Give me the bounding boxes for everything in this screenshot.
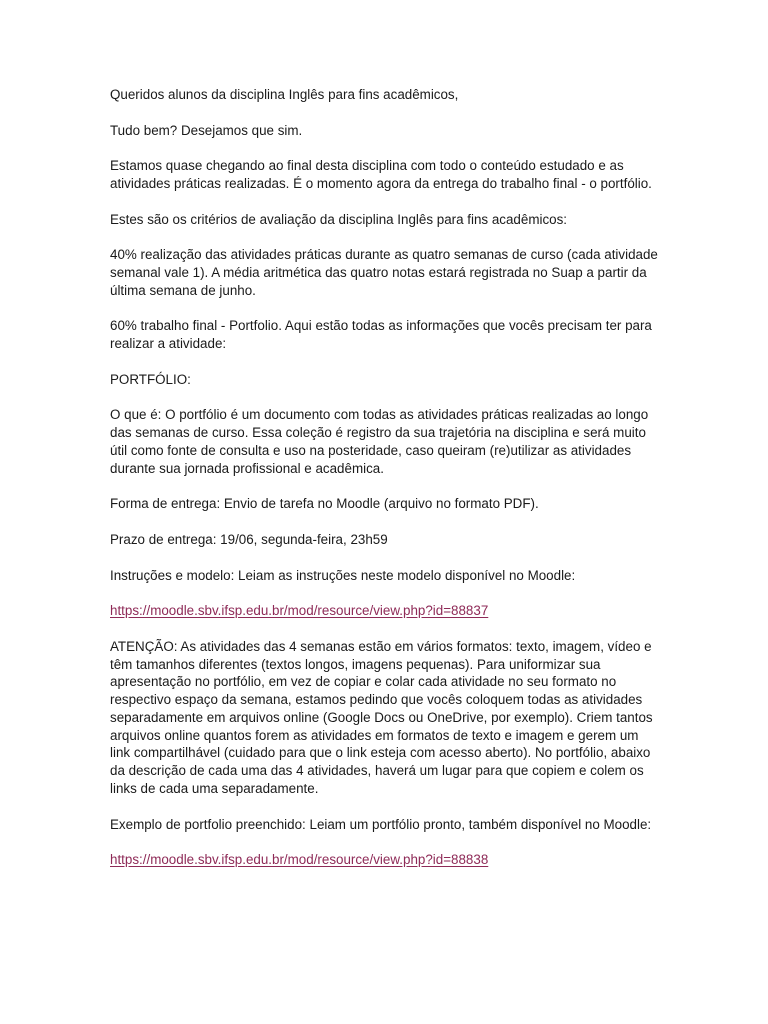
what-is-paragraph: O que é: O portfólio é um documento com todas as atividades práticas realizadas ao longo das semanas de curso. Essa coleção é registro da sua trajetória na disciplina e será muito útil como fonte de consulta e uso na posteridade, caso queiram (re)utilizar as atividades durante sua jornada profissional e acadêmica. xyxy=(110,407,649,476)
example-paragraph: Exemplo de portfolio preenchido: Leiam um portfólio pronto, também disponível no Moodle: xyxy=(110,816,652,832)
example-link[interactable]: https://moodle.sbv.ifsp.edu.br/mod/resource/view.php?id=88838 xyxy=(110,852,489,868)
model-link-paragraph xyxy=(110,602,658,620)
intro: Tudo bem? Desejamos que sim. xyxy=(110,122,303,138)
document-body xyxy=(110,86,658,887)
criteria-intro: Estes são os critérios de avaliação da disciplina Inglês para fins acadêmicos: xyxy=(110,211,568,227)
example-link-paragraph xyxy=(110,851,658,869)
delivery-form: Forma de entrega: Envio de tarefa no Moodle (arquivo no formato PDF). xyxy=(110,496,539,512)
deadline: Prazo de entrega: 19/06, segunda-feira, 23h59 xyxy=(110,531,388,547)
criteria-40: 40% realização das atividades práticas durante as quatro semanas de curso (cada atividade semanal vale 1). A média aritmética das quatro notas estará registrada no Suap a partir da última semana de junho. xyxy=(110,247,658,298)
model-link[interactable]: https://moodle.sbv.ifsp.edu.br/mod/resource/view.php?id=88837 xyxy=(110,603,489,619)
greeting: Queridos alunos da disciplina Inglês para fins acadêmicos, xyxy=(110,87,459,102)
portfolio-heading: PORTFÓLIO: xyxy=(110,371,191,387)
instructions: Instruções e modelo: Leiam as instruções neste modelo disponível no Moodle: xyxy=(110,567,576,583)
criteria-60: 60% trabalho final - Portfolio. Aqui estão todas as informações que vocês precisam ter para realizar a atividade: xyxy=(110,318,652,352)
paragraph-course-end: Estamos quase chegando ao final desta disciplina com todo o conteúdo estudado e as atividades práticas realizadas. É o momento agora da entrega do trabalho final - o portfólio. xyxy=(110,158,652,191)
attention-paragraph: ATENÇÃO: As atividades das 4 semanas estão em vários formatos: texto, imagem, vídeo e têm tamanhos diferentes (textos longos, imagens pequenas). Para uniformizar sua apresentação no portfólio, em vez de copiar e colar cada atividade no seu formato no respectivo espaço da semana, estamos pedindo que vocês coloquem todas as atividades separadamente em arquivos online (Google Docs ou OneDrive, por exemplo). Criem tantos arquivos online quantos forem as atividades em formatos de texto e imagem e gerem um link compartilhável (cuidado para que o link esteja com acesso aberto). No portfólio, abaixo da descrição de cada uma das 4 atividades, haverá um lugar para que copiem e colem os links de cada uma separadamente. xyxy=(110,638,653,797)
